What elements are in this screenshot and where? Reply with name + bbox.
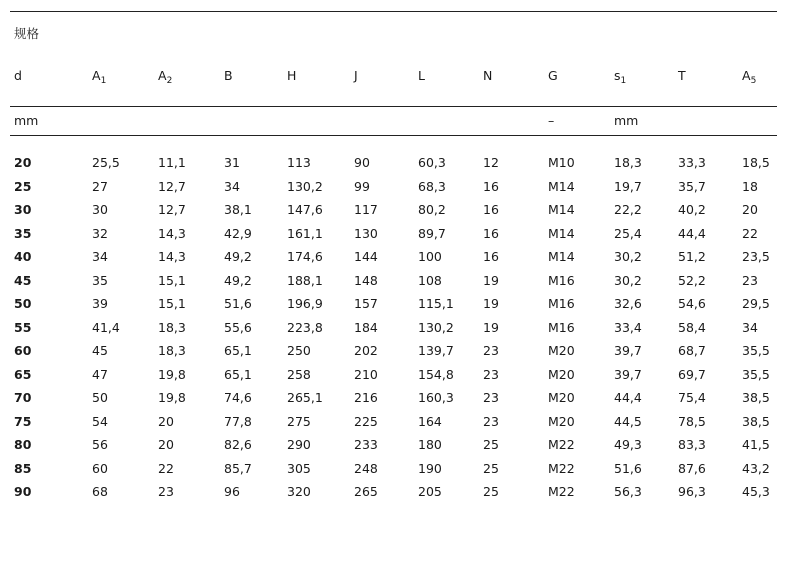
table-cell: 14,3	[158, 225, 186, 241]
table-cell: 139,7	[418, 343, 454, 358]
table-cell: 39	[92, 296, 108, 311]
top-rule	[10, 11, 777, 12]
column-header-symbol: d	[14, 68, 22, 83]
table-cell: 23	[483, 390, 499, 405]
table-cell: 18,3	[158, 319, 186, 335]
table-cell: 49,3	[614, 437, 642, 452]
table-cell: 34	[92, 249, 108, 264]
table-cell: 85,7	[224, 460, 252, 476]
size-cell: 35	[14, 225, 32, 241]
table-cell: 38,5	[742, 390, 770, 405]
column-header-symbol: A	[92, 68, 101, 83]
table-cell: 144	[354, 249, 378, 264]
table-cell: 164	[418, 413, 442, 429]
table-cell: M14	[548, 202, 575, 217]
table-cell: 23	[483, 343, 499, 358]
size-cell: 20	[14, 155, 32, 170]
table-cell: 130,2	[418, 319, 454, 335]
table-cell: 147,6	[287, 202, 323, 217]
column-header-symbol: A	[742, 68, 751, 83]
table-cell: 14,3	[158, 249, 186, 264]
table-cell: 33,3	[678, 155, 706, 170]
table-cell: 223,8	[287, 319, 323, 335]
table-cell: 27	[92, 178, 108, 194]
table-cell: 233	[354, 437, 378, 452]
table-cell: 68	[92, 484, 108, 499]
table-cell: 30,2	[614, 272, 642, 288]
table-cell: 25	[483, 484, 499, 499]
table-cell: 18,3	[614, 155, 642, 170]
table-cell: 35,7	[678, 178, 706, 194]
table-cell: 225	[354, 413, 378, 429]
table-cell: 265,1	[287, 390, 323, 405]
column-header	[287, 68, 296, 83]
table-cell: M14	[548, 178, 575, 194]
table-cell: 16	[483, 202, 499, 217]
table-cell: 54	[92, 413, 108, 429]
table-cell: 216	[354, 390, 378, 405]
table-cell: 19	[483, 296, 499, 311]
table-title: 规格	[14, 26, 40, 41]
table-cell: 40,2	[678, 202, 706, 217]
table-cell: 50	[92, 390, 108, 405]
table-cell: 51,2	[678, 249, 706, 264]
column-header-symbol: J	[354, 68, 358, 83]
table-cell: 44,4	[614, 390, 642, 405]
table-cell: 82,6	[224, 437, 252, 452]
table-cell: 77,8	[224, 413, 252, 429]
column-header-symbol: A	[158, 68, 167, 83]
table-cell: 20	[158, 413, 174, 429]
table-cell: 96,3	[678, 484, 706, 499]
units-rule	[10, 135, 777, 136]
table-cell: 29,5	[742, 296, 770, 311]
table-cell: 15,1	[158, 296, 186, 311]
column-header-symbol: H	[287, 68, 297, 83]
size-cell: 60	[14, 343, 32, 358]
table-cell: 305	[287, 460, 311, 476]
table-cell: M20	[548, 413, 575, 429]
table-cell: 89,7	[418, 225, 446, 241]
table-cell: 117	[354, 202, 378, 217]
table-cell: 80,2	[418, 202, 446, 217]
header-rule	[10, 106, 777, 107]
table-cell: 65,1	[224, 366, 252, 382]
table-cell: 22	[158, 460, 174, 476]
table-cell: 31	[224, 155, 240, 170]
table-cell: 12	[483, 155, 499, 170]
table-cell: 108	[418, 272, 442, 288]
size-cell: 25	[14, 178, 32, 194]
table-cell: 20	[742, 202, 758, 217]
size-cell: 75	[14, 413, 32, 429]
column-header-symbol: N	[483, 68, 493, 83]
table-cell: 20	[158, 437, 174, 452]
table-cell: 60,3	[418, 155, 446, 170]
table-cell: 55,6	[224, 319, 252, 335]
table-cell: 210	[354, 366, 378, 382]
table-cell: 87,6	[678, 460, 706, 476]
table-cell: 12,7	[158, 178, 186, 194]
size-cell: 80	[14, 437, 32, 452]
table-cell: 19,8	[158, 390, 186, 405]
column-header	[548, 68, 558, 83]
table-cell: 100	[418, 249, 442, 264]
table-cell: 38,5	[742, 413, 770, 429]
table-cell: 290	[287, 437, 311, 452]
table-cell: 320	[287, 484, 311, 499]
column-header	[614, 68, 627, 86]
size-cell: 65	[14, 366, 32, 382]
table-cell: 32	[92, 225, 108, 241]
table-cell: 52,2	[678, 272, 706, 288]
size-cell: 85	[14, 460, 32, 476]
table-cell: 12,7	[158, 202, 186, 217]
table-cell: 157	[354, 296, 378, 311]
table-cell: 34	[742, 319, 758, 335]
table-cell: 275	[287, 413, 311, 429]
column-header-symbol: L	[418, 68, 425, 83]
table-cell: 58,4	[678, 319, 706, 335]
table-cell: 56	[92, 437, 108, 452]
size-cell: 40	[14, 249, 32, 264]
table-cell: 23	[742, 272, 758, 288]
table-cell: 11,1	[158, 155, 186, 170]
column-header	[14, 68, 22, 83]
table-cell: 250	[287, 343, 311, 358]
size-cell: 90	[14, 484, 32, 499]
table-cell: 248	[354, 460, 378, 476]
table-cell: 30	[92, 202, 108, 217]
table-cell: 30,2	[614, 249, 642, 264]
table-cell: 174,6	[287, 249, 323, 264]
table-cell: 196,9	[287, 296, 323, 311]
table-cell: 265	[354, 484, 378, 499]
column-header-subscript: 2	[166, 76, 173, 86]
table-cell: 23	[483, 366, 499, 382]
table-cell: 25,5	[92, 155, 120, 170]
table-cell: M22	[548, 484, 575, 499]
column-header-symbol: B	[224, 68, 233, 83]
table-cell: 22	[742, 225, 758, 241]
table-cell: 51,6	[614, 460, 642, 476]
table-cell: M20	[548, 390, 575, 405]
table-cell: 184	[354, 319, 378, 335]
table-cell: 22,2	[614, 202, 642, 217]
column-header	[418, 68, 425, 83]
table-cell: 18	[742, 178, 758, 194]
table-cell: 78,5	[678, 413, 706, 429]
table-cell: 19	[483, 272, 499, 288]
table-cell: 68,3	[418, 178, 446, 194]
unit-label: –	[548, 113, 555, 128]
unit-label: mm	[14, 113, 39, 128]
table-cell: 96	[224, 484, 240, 499]
table-cell: 161,1	[287, 225, 323, 241]
table-cell: M14	[548, 225, 575, 241]
table-cell: 130	[354, 225, 378, 241]
table-cell: 32,6	[614, 296, 642, 311]
table-cell: 51,6	[224, 296, 252, 311]
table-cell: 49,2	[224, 249, 252, 264]
table-cell: 56,3	[614, 484, 642, 499]
table-cell: 160,3	[418, 390, 454, 405]
table-cell: 44,4	[678, 225, 706, 241]
column-header-subscript: 5	[750, 76, 757, 86]
column-header-subscript: 1	[100, 76, 107, 86]
table-cell: 25,4	[614, 225, 642, 241]
table-cell: 39,7	[614, 366, 642, 382]
table-cell: M20	[548, 366, 575, 382]
table-cell: 19,8	[158, 366, 186, 382]
table-cell: M20	[548, 343, 575, 358]
table-cell: 65,1	[224, 343, 252, 358]
size-cell: 70	[14, 390, 32, 405]
table-cell: M10	[548, 155, 575, 170]
table-cell: 180	[418, 437, 442, 452]
table-cell: 148	[354, 272, 378, 288]
table-cell: 16	[483, 225, 499, 241]
table-cell: 190	[418, 460, 442, 476]
size-cell: 45	[14, 272, 32, 288]
table-cell: 202	[354, 343, 378, 358]
table-cell: 115,1	[418, 296, 454, 311]
table-cell: 258	[287, 366, 311, 382]
column-header	[678, 68, 686, 83]
table-cell: 130,2	[287, 178, 323, 194]
column-header	[158, 68, 173, 86]
column-header	[92, 68, 107, 86]
table-cell: 75,4	[678, 390, 706, 405]
table-cell: M22	[548, 460, 575, 476]
table-cell: 16	[483, 249, 499, 264]
table-cell: 33,4	[614, 319, 642, 335]
table-cell: 41,5	[742, 437, 770, 452]
size-cell: 55	[14, 319, 32, 335]
size-cell: 50	[14, 296, 32, 311]
table-cell: 35,5	[742, 366, 770, 382]
table-cell: 54,6	[678, 296, 706, 311]
table-cell: M16	[548, 296, 575, 311]
column-header	[354, 68, 358, 83]
table-cell: 25	[483, 437, 499, 452]
table-cell: 18,5	[742, 155, 770, 170]
size-cell: 30	[14, 202, 32, 217]
table-cell: 23	[483, 413, 499, 429]
table-cell: M14	[548, 249, 575, 264]
table-cell: 68,7	[678, 343, 706, 358]
table-cell: 38,1	[224, 202, 252, 217]
table-cell: 188,1	[287, 272, 323, 288]
table-cell: 23	[158, 484, 174, 499]
table-cell: 90	[354, 155, 370, 170]
column-header	[483, 68, 492, 83]
table-cell: 154,8	[418, 366, 454, 382]
table-cell: 39,7	[614, 343, 642, 358]
table-cell: 74,6	[224, 390, 252, 405]
table-cell: 35	[92, 272, 108, 288]
table-cell: 42,9	[224, 225, 252, 241]
table-cell: 25	[483, 460, 499, 476]
table-cell: 69,7	[678, 366, 706, 382]
column-header-symbol: G	[548, 68, 558, 83]
column-header-subscript: 1	[620, 76, 627, 86]
column-header	[224, 68, 233, 83]
table-cell: M16	[548, 272, 575, 288]
table-cell: 18,3	[158, 343, 186, 358]
column-header-symbol: T	[678, 68, 686, 83]
column-header-symbol: s	[614, 68, 621, 83]
table-cell: 41,4	[92, 319, 120, 335]
table-cell: M22	[548, 437, 575, 452]
unit-label: mm	[614, 113, 639, 128]
table-cell: 45	[92, 343, 108, 358]
column-header	[742, 68, 757, 86]
table-cell: 83,3	[678, 437, 706, 452]
table-cell: 19	[483, 319, 499, 335]
table-cell: 60	[92, 460, 108, 476]
table-cell: 35,5	[742, 343, 770, 358]
table-cell: M16	[548, 319, 575, 335]
table-cell: 49,2	[224, 272, 252, 288]
table-cell: 23,5	[742, 249, 770, 264]
table-cell: 34	[224, 178, 240, 194]
table-cell: 43,2	[742, 460, 770, 476]
table-cell: 16	[483, 178, 499, 194]
table-cell: 99	[354, 178, 370, 194]
table-cell: 47	[92, 366, 108, 382]
table-cell: 19,7	[614, 178, 642, 194]
table-cell: 113	[287, 155, 311, 170]
table-cell: 44,5	[614, 413, 642, 429]
table-cell: 205	[418, 484, 442, 499]
table-cell: 45,3	[742, 484, 770, 499]
table-cell: 15,1	[158, 272, 186, 288]
